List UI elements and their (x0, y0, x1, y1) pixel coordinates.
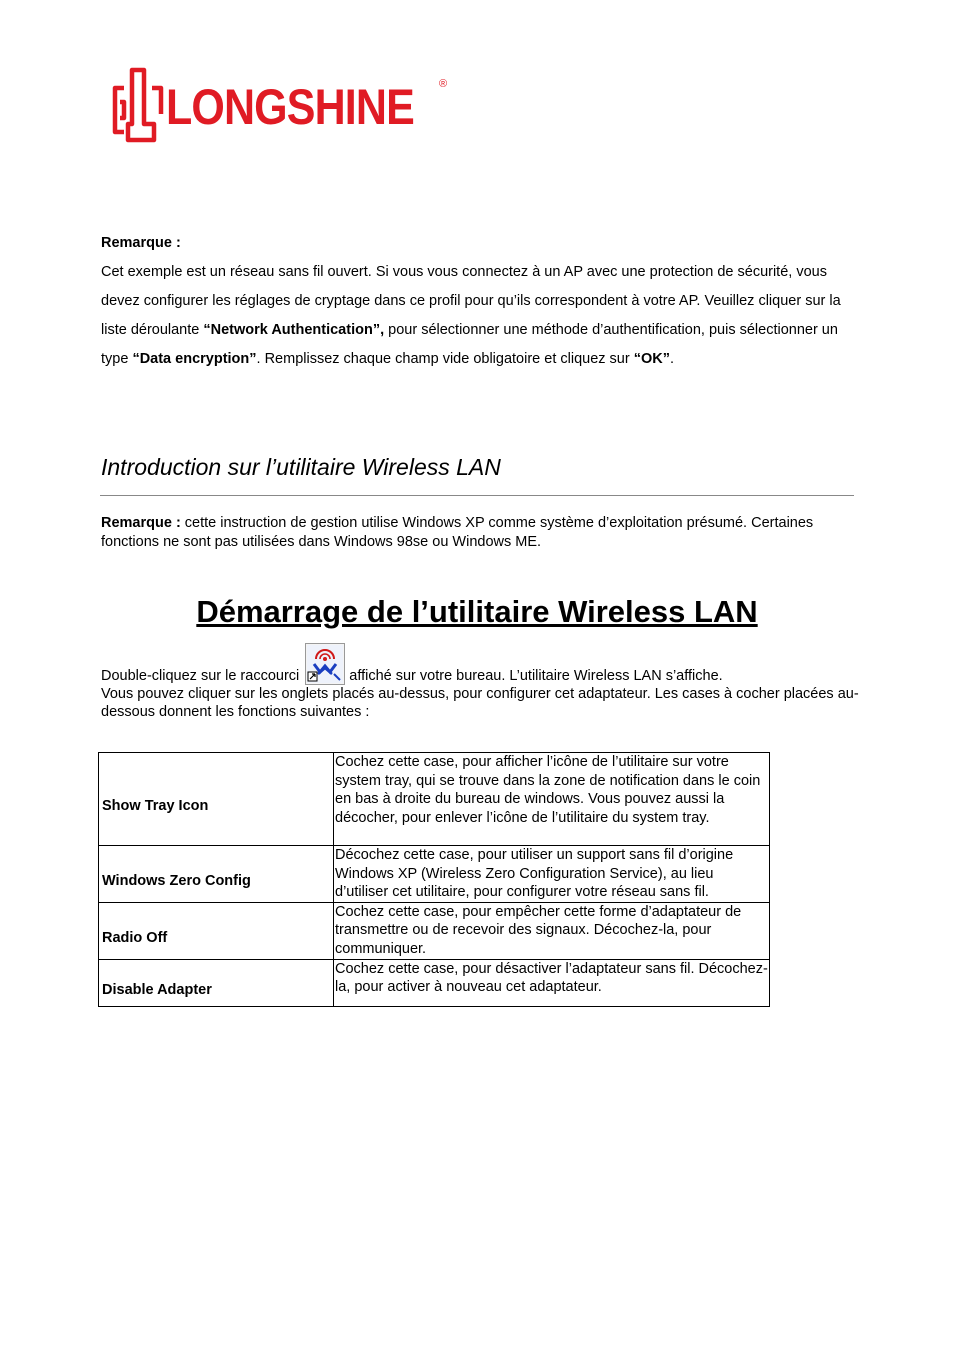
table-row (99, 959, 770, 1006)
intro-paragraph (101, 638, 861, 721)
logo-text: LONGSHINE (166, 79, 414, 135)
remark-text-4: . (669, 351, 675, 367)
longshine-emblem-icon (110, 66, 166, 148)
feature-description: Décochez cette case, pour utiliser un support sans fil d’origine Windows XP (Wireless Zero Configuration Service), au lieu d’utiliser cet utilitaire, pour configurer votre réseau sans fil. (334, 846, 770, 903)
longshine-logo (110, 66, 455, 148)
page-title: Démarrage de l’utilitaire Wireless LAN (196, 594, 758, 629)
remark-os-label: Remarque : (101, 515, 181, 531)
features-table (98, 752, 770, 1007)
feature-name: Disable Adapter (99, 959, 334, 1006)
remark-os-text: cette instruction de gestion utilise Windows XP comme système d’exploitation présumé. Certaines fonctions ne sont pas utilisées dans Windows 98se ou Windows ME. (101, 515, 814, 550)
data-encryption-term: “Data encryption” (132, 351, 257, 367)
feature-name: Show Tray Icon (99, 753, 334, 846)
feature-description: Cochez cette case, pour empêcher cette forme d’adaptateur de transmettre ou de recevoir des signaux. Décochez-la, pour communiquer. (334, 902, 770, 959)
remark-network-auth (101, 229, 861, 374)
intro-text-after-icon: affiché sur votre bureau. L’utilitaire Wireless LAN s’affiche. (349, 668, 723, 684)
feature-name: Windows Zero Config (99, 846, 334, 903)
remark-body (101, 258, 861, 374)
table-row (99, 846, 770, 903)
feature-description: Cochez cette case, pour désactiver l’adaptateur sans fil. Décochez-la, pour activer à nouveau cet adaptateur. (334, 959, 770, 1006)
table-row (99, 753, 770, 846)
remark-text-1: Cet exemple est un réseau sans fil ouvert. Si vous vous connectez à un AP avec une protection de sécurité, vous devez configurer les réglages de cryptage dans ce profil pour qu’ils correspondent à votre AP. Veuillez cliquer sur la liste déroulante (101, 264, 841, 338)
section-title: Introduction sur l’utilitaire Wireless LAN (101, 454, 501, 480)
feature-description: Cochez cette case, pour afficher l’icône de l’utilitaire sur votre system tray, qui se trouve dans la zone de notification dans le coin en bas à droite du bureau de windows. Vous pouvez aussi la décocher, pour enlever l’icône de l’utilitaire du system tray. (334, 753, 770, 846)
feature-name: Radio Off (99, 902, 334, 959)
section-divider (100, 495, 854, 496)
remark-label: Remarque : (101, 235, 181, 251)
remark-text-2: pour sélectionner une méthode d’authentification, puis sélectionner un type (101, 322, 838, 367)
network-authentication-term: “Network Authentication”, (203, 322, 385, 338)
remark-text-3: . Remplissez chaque champ vide obligatoire et cliquez sur (256, 351, 634, 367)
table-row (99, 902, 770, 959)
remark-os (101, 514, 861, 552)
wireless-utility-shortcut-icon (305, 643, 345, 685)
registered-mark: ® (439, 78, 448, 90)
intro-text-before-icon: Double-cliquez sur le raccourci (101, 668, 300, 684)
intro-text-rest: Vous pouvez cliquer sur les onglets placés au-dessus, pour configurer cet adaptateur. Les cases à cocher placées au-dessous donnent les fonctions suivantes : (101, 686, 859, 720)
ok-term: “OK” (633, 351, 670, 367)
